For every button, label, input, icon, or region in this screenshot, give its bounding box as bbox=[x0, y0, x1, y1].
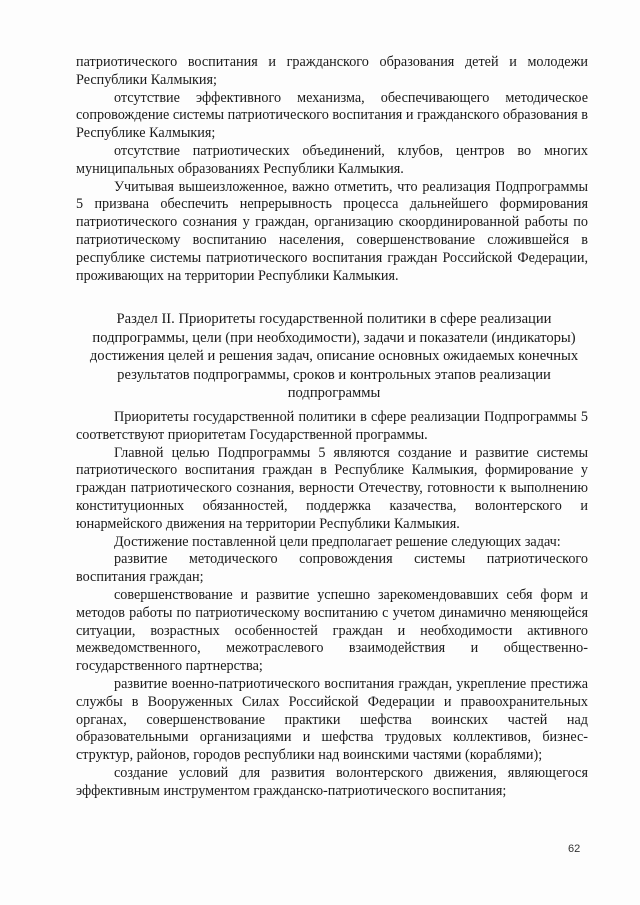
task-item-military-patriotic: развитие военно-патриотического воспитания граждан, укрепление престижа службы в Вооруженных Силах Российской Федерации и правоохранительных органах, совершенствование практики шефства воинских частей над образовательными организациями и шефства трудовых коллективов, бизнес-структур, районов, городов республики над воинскими частями (кораблями); bbox=[76, 675, 588, 764]
body-paragraph-priorities: Приоритеты государственной политики в сфере реализации Подпрограммы 5 соответствуют приоритетам Государственной программы. bbox=[76, 409, 588, 443]
section-body-block bbox=[76, 409, 588, 801]
section-heading: Раздел II. Приоритеты государственной политики в сфере реализации подпрограммы, цели (при необходимости), задачи и показатели (индикаторы) достижения целей и решения задач, описание основных ожидаемых конечных результатов подпрограммы, сроков и контрольных этапов реализации подпрограммы bbox=[89, 311, 579, 402]
intro-paragraph-methodical: отсутствие эффективного механизма, обеспечивающего методическое сопровождение системы патриотического воспитания и гражданского образования в Республике Калмыкия; bbox=[76, 89, 588, 142]
task-item-volunteer-movement: создание условий для развития волонтерского движения, являющегося эффективным инструментом гражданско-патриотического воспитания; bbox=[76, 764, 588, 799]
intro-paragraph-conclusion: Учитывая вышеизложенное, важно отметить, что реализация Подпрограммы 5 призвана обеспечить непрерывность процесса дальнейшего формирования патриотического сознания у граждан, организацию скоординированной работы по патриотическому воспитанию населения, совершенствование сложившейся в республике системы патриотического воспитания граждан Российской Федерации, проживающих на территории Республики Калмыкия. bbox=[76, 178, 588, 284]
intro-paragraph-associations: отсутствие патриотических объединений, клубов, центров во многих муниципальных образованиях Республики Калмыкия. bbox=[76, 142, 588, 177]
page-number: 62 bbox=[568, 843, 581, 855]
section-heading-block bbox=[84, 310, 584, 403]
intro-text-block bbox=[76, 54, 588, 285]
body-paragraph-tasks-intro: Достижение поставленной цели предполагает решение следующих задач: bbox=[114, 533, 561, 550]
task-item-methodical-support: развитие методического сопровождения системы патриотического воспитания граждан; bbox=[76, 551, 588, 586]
intro-paragraph-continuation: патриотического воспитания и гражданского образования детей и молодежи Республики Калмыкия; bbox=[76, 54, 588, 88]
body-paragraph-main-goal: Главной целью Подпрограммы 5 являются создание и развитие системы патриотического воспитания граждан в Республике Калмыкия, формирование у граждан патриотического сознания, верности Отечеству, готовности к выполнению конституционных обязанностей, поддержка казачества, волонтерского и юнармейского движения на территории Республики Калмыкия. bbox=[76, 444, 588, 532]
task-item-forms-methods: совершенствование и развитие успешно зарекомендовавших себя форм и методов работы по патриотическому воспитанию с учетом динамично меняющейся ситуации, возрастных особенностей граждан и необходимости активного межведомственного, межотраслевого взаимодействия и общественно-государственного партнерства; bbox=[76, 586, 588, 675]
